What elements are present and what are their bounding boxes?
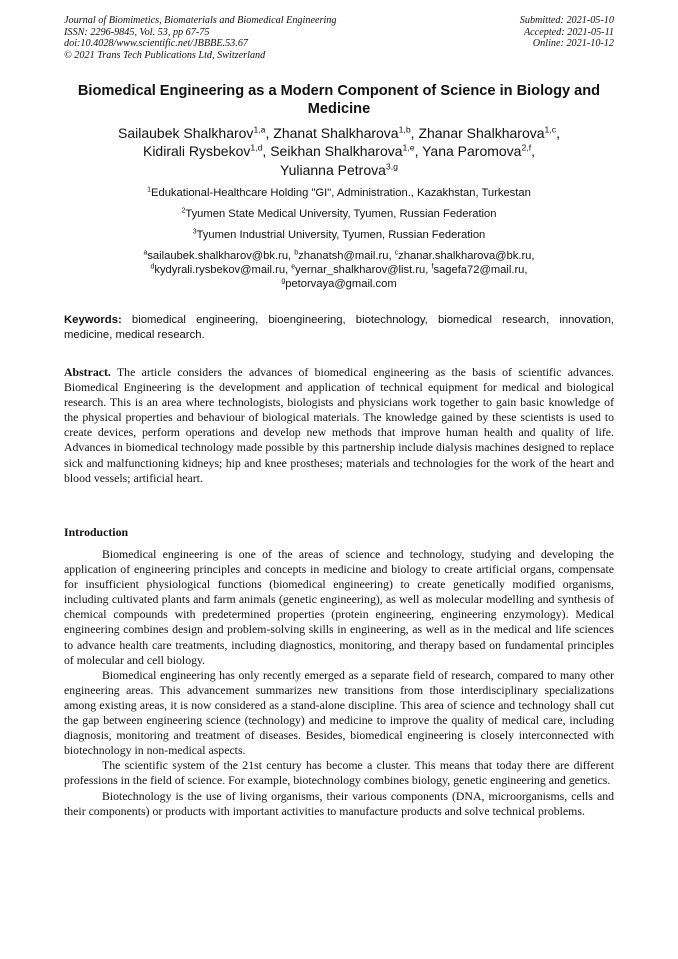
email[interactable]: $^d$kydyrali.rysbekov@mail.ru, (150, 263, 292, 276)
paper-title: Biomedical Engineering as a Modern Component of Science in Biology and Medicine (77, 83, 601, 117)
email[interactable]: $^g$petorvaya@gmail.com (281, 276, 397, 290)
journal-issn: ISSN: 2296-9845, Vol. 53, pp 67-75 (64, 26, 210, 38)
introduction-body (64, 547, 614, 819)
email[interactable]: $^b$zhanatsh@mail.ru, (294, 249, 395, 262)
abstract (64, 365, 614, 486)
keywords (64, 313, 614, 343)
author: Sailaubek Shalkharov$^{1,a}$, (118, 124, 274, 141)
paragraph: Biotechnology is the use of living organisms, their various components (DNA, microorganisms, cells and their components) or products with important activities to manufacture products and solve technical problems. (64, 788, 614, 818)
journal-copyright: © 2021 Trans Tech Publications Ltd, Switzerland (64, 49, 266, 61)
abstract-text: The article considers the advances of biomedical engineering as the basis of scientific advances. Biomedical Engineering is the development and application of technical equipment for medical and biological research. This is an area where technologists, biologists and physicians work together to gain basic knowledge of the physical properties and behaviour of biological materials. The knowledge gained by these scientists is used to create devices, perform operations and develop new methods that improve human health and quality of life. Advances in biomedical technology made possible by this partnership include dialysis machines designed to replace sick and malfunctioning kidneys; hip and knee prostheses; materials and technologies for the work of the heart and blood vessels; artificial heart. (64, 365, 614, 485)
dates-header (520, 15, 614, 50)
keywords-text: biomedical engineering, bioengineering, biotechnology, biomedical research, innovation, medicine, medical research. (64, 314, 615, 341)
email[interactable]: $^f$sagefa72@mail.ru, (431, 263, 528, 276)
email[interactable]: $^e$yernar_shalkharov@list.ru, (291, 263, 432, 276)
paragraph: The scientific system of the 21st century has become a cluster. This means that today there are different professions in the field of science. For example, biotechnology combines biology, genetic engineering and genetics. (64, 758, 614, 788)
keywords-label: Keywords: (64, 314, 122, 326)
accepted-date: Accepted: 2021-05-11 (523, 26, 614, 38)
author: Kidirali Rysbekov$^{1,d}$, (142, 142, 271, 160)
abstract-label: Abstract. (64, 365, 111, 379)
author-list (62, 124, 616, 179)
journal-header (64, 15, 336, 61)
affiliation: $^1$Edukational-Healthcare Holding "GI", Administration., Kazakhstan, Turkestan (147, 186, 531, 199)
journal-doi: doi:10.4028/www.scientific.net/JBBBE.53.67 (64, 38, 249, 50)
author: Zhanat Shalkharova$^{1,b}$, (273, 124, 419, 141)
author: Seikhan Shalkharova$^{1,e}$, (270, 142, 423, 160)
journal-name: Journal of Biomimetics, Biomaterials and Biomedical Engineering (64, 15, 337, 26)
affiliation: $^3$Tyumen Industrial University, Tyumen, Russian Federation (192, 228, 486, 241)
email-list (62, 250, 616, 291)
author: Yulianna Petrova$^{3,g}$ (280, 160, 398, 178)
paragraph: Biomedical engineering has only recently emerged as a separate field of research, compared to many other engineering areas. This advancement summarizes new transitions from those interdisciplinary specializations among existing areas, it is now considered as a stand-alone discipline. This area of science and technology shall cut the gap between engineering science (technology) and medicine to improve the quality of medical care, including diagnosis, monitoring and treatment of diseases. Besides, biomedical engineering is closely interconnected with biotechnology in non-medical aspects. (64, 667, 614, 758)
author: Zhanar Shalkharova$^{1,c}$, (418, 124, 560, 141)
email[interactable]: $^a$sailaubek.shalkharov@bk.ru, (143, 249, 295, 262)
affiliation: $^2$Tyumen State Medical University, Tyumen, Russian Federation (181, 207, 497, 220)
author: Yana Paromova$^{2,f}$, (422, 142, 536, 160)
submitted-date: Submitted: 2021-05-10 (519, 15, 614, 26)
email[interactable]: $^c$zhanar.shalkharova@bk.ru, (394, 249, 535, 262)
section-heading-introduction: Introduction (64, 525, 129, 539)
online-date: Online: 2021-10-12 (532, 38, 614, 50)
paragraph: Biomedical engineering is one of the areas of science and technology, studying and developing the application of engineering principles and concepts in medicine and biology to create artificial organs, compensate for insufficient physiological functions (biomedical engineering) to create genetically modified organisms, including cultivated plants and farm animals (genetic engineering), as well as molecular modelling and synthesis of chemical compounds with predetermined properties (protein engineering, engineering enzymology). Medical engineering combines design and problem-solving skills in engineering, as well as in the medical and life sciences to advance health care treatments, including diagnostics, monitoring, and therapy based on fundamental principles of molecular and cell biology. (64, 547, 614, 667)
